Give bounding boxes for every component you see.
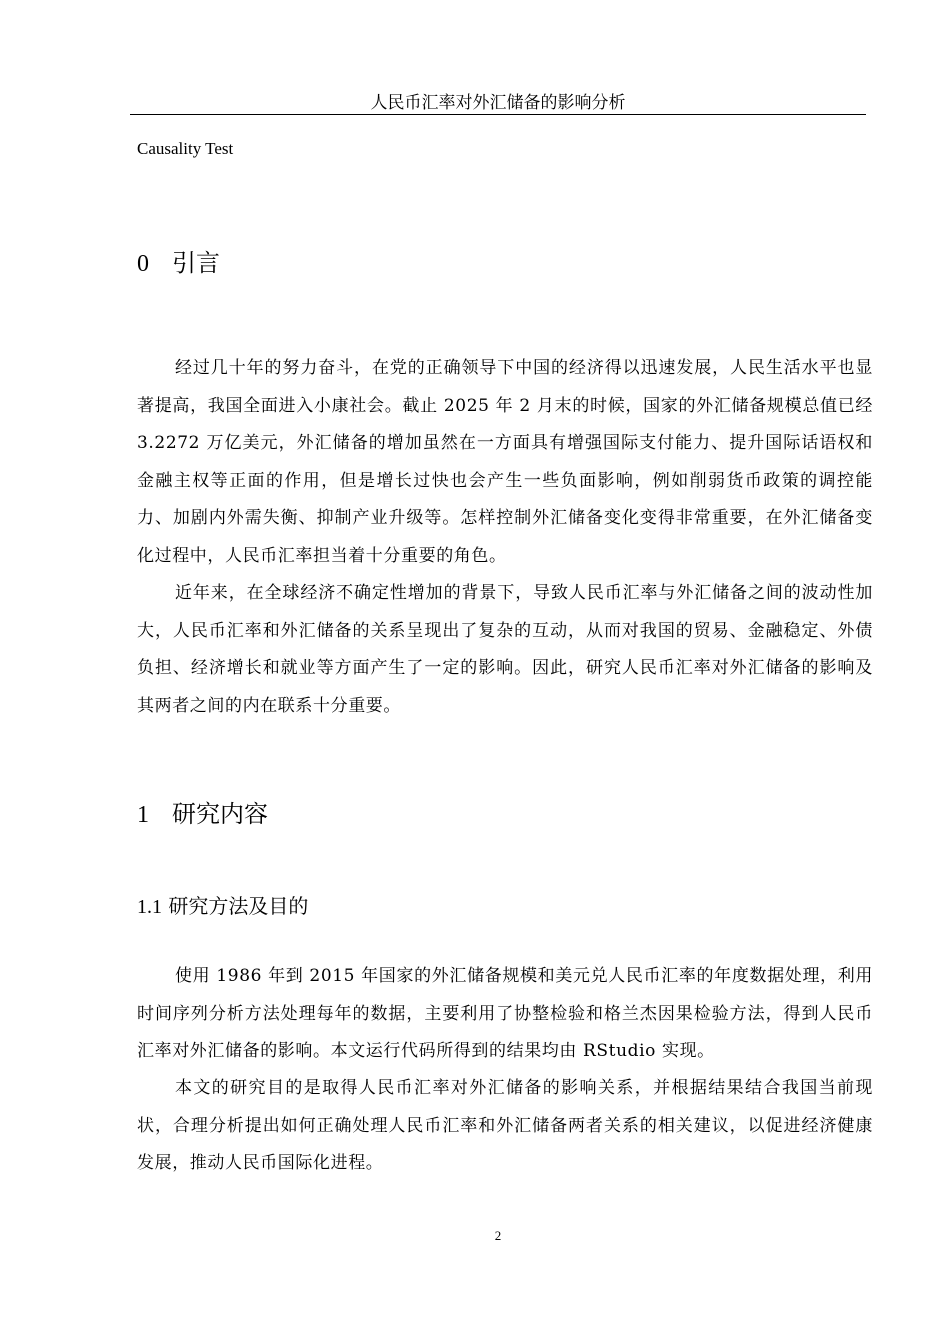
section-title: 引言 <box>172 249 220 277</box>
section-title: 研究内容 <box>172 800 268 828</box>
continued-text: Causality Test <box>137 139 234 158</box>
subsection-number: 1.1 <box>137 896 162 918</box>
section-number: 0 <box>137 251 149 277</box>
section-number: 1 <box>137 802 149 828</box>
section-heading-introduction <box>137 248 220 279</box>
running-header <box>130 92 866 115</box>
running-header-title: 人民币汇率对外汇储备的影响分析 <box>370 93 626 113</box>
subsection-heading-methods <box>137 893 308 920</box>
paragraph: 近年来，在全球经济不确定性增加的背景下，导致人民币汇率与外汇储备之间的波动性加大，人民币汇率和外汇储备的关系呈现出了复杂的互动，从而对我国的贸易、金融稳定、外债负担、经济增长和就业等方面产生了一定的影响。因此，研究人民币汇率对外汇储备的影响及其两者之间的内在联系十分重要。 <box>137 583 873 716</box>
paragraph: 经过几十年的努力奋斗，在党的正确领导下中国的经济得以迅速发展，人民生活水平也显著提高，我国全面进入小康社会。截止 2025 年 2 月末的时候，国家的外汇储备规模总值已经 3.2272 万亿美元，外汇储备的增加虽然在一方面具有增强国际支付能力、提升国际话语权和金融主权等正面的作用，但是增长过快也会产生一些负面影响，例如削弱货币政策的调控能力、加剧内外需失衡、抑制产业升级等。怎样控制外汇储备变化变得非常重要，在外汇储备变化过程中，人民币汇率担当着十分重要的角色。 <box>137 358 873 566</box>
subsection-title: 研究方法及目的 <box>168 894 309 918</box>
section-heading-research-content <box>137 799 268 830</box>
page-number: 2 <box>494 1228 502 1243</box>
paragraph: 本文的研究目的是取得人民币汇率对外汇储备的影响关系，并根据结果结合我国当前现状，合理分析提出如何正确处理人民币汇率和外汇储备两者关系的相关建议，以促进经济健康发展，推动人民币国际化进程。 <box>137 1078 873 1173</box>
paragraph: 使用 1986 年到 2015 年国家的外汇储备规模和美元兑人民币汇率的年度数据处理，利用时间序列分析方法处理每年的数据，主要利用了协整检验和格兰杰因果检验方法，得到人民币汇率对外汇储备的影响。本文运行代码所得到的结果均由 RStudio 实现。 <box>137 966 873 1061</box>
